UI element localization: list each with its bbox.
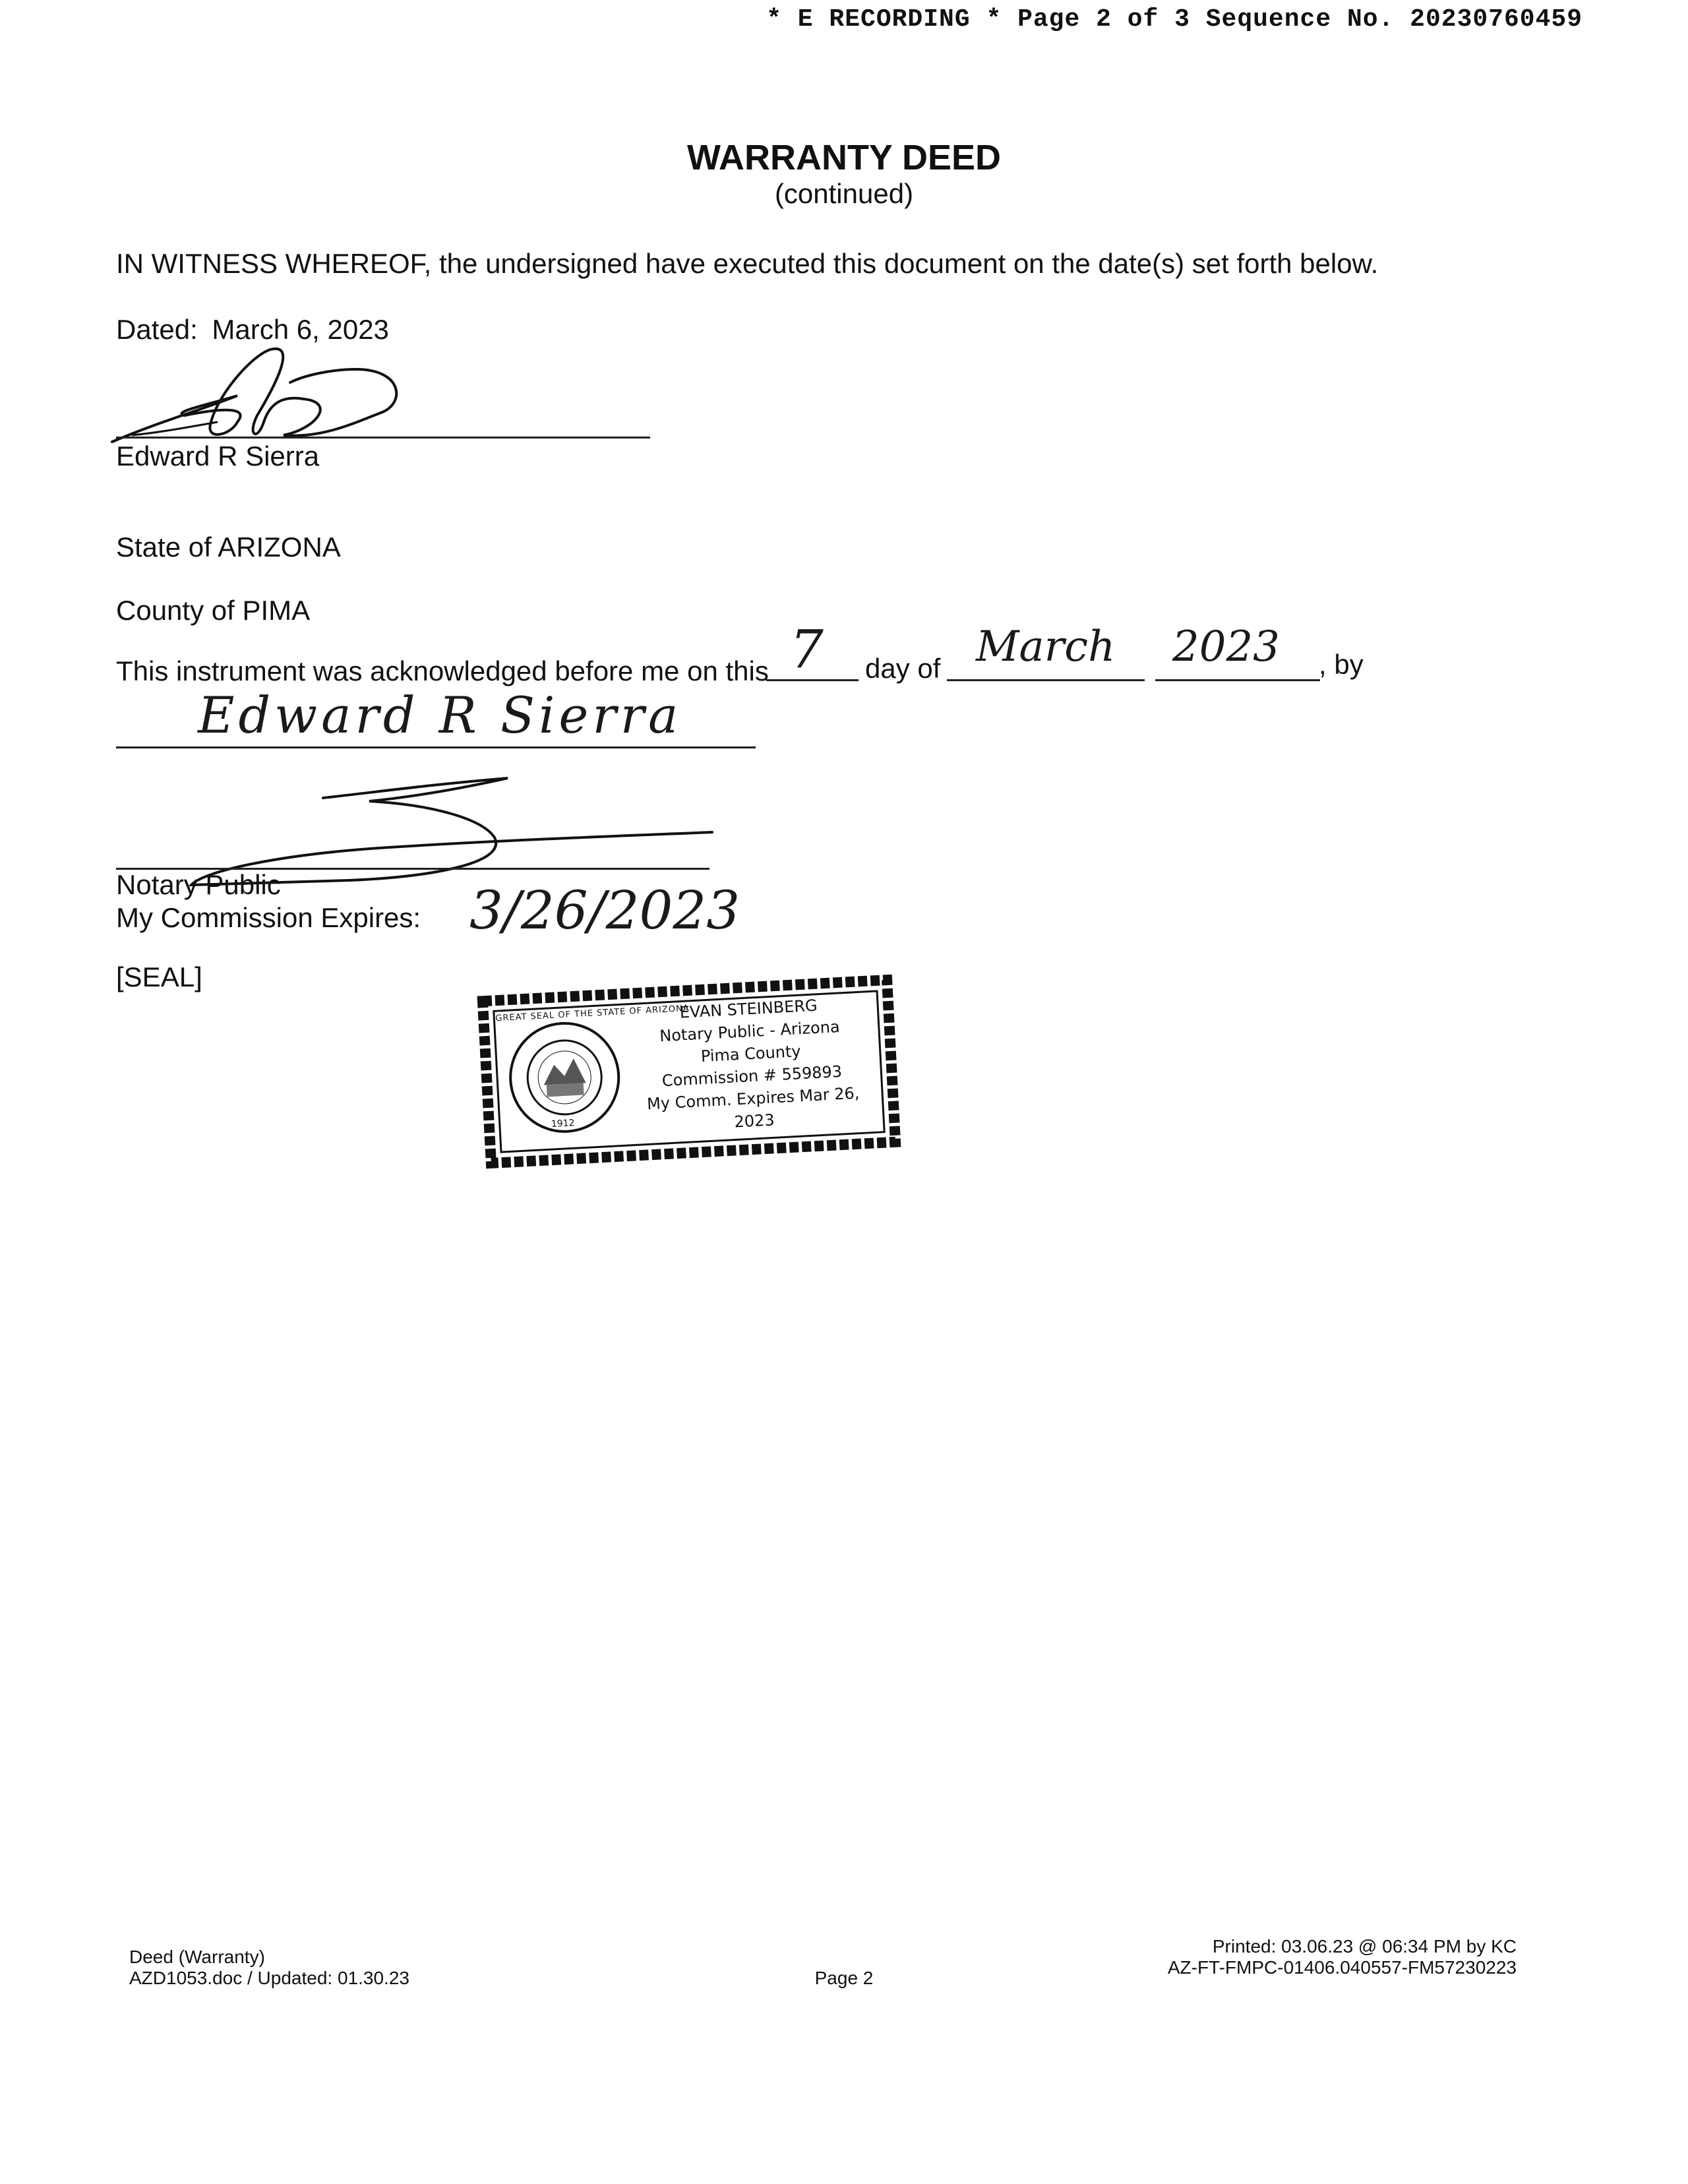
commission-expires-label: My Commission Expires: xyxy=(116,902,421,933)
footer-left xyxy=(129,1947,409,1989)
footer-right xyxy=(1068,1936,1517,1978)
stamp-notary-name: EVAN STEINBERG xyxy=(679,996,818,1022)
acknowledgment-day: 7 xyxy=(790,619,824,680)
acknowledgment-year: 2023 xyxy=(1172,622,1280,671)
stamp-text-block xyxy=(623,991,880,1139)
document-title: WARRANTY DEED xyxy=(686,138,1002,177)
recording-header: * E RECORDING * Page 2 of 3 Sequence No. 20230760459 xyxy=(766,5,1582,34)
county-line: County of PIMA xyxy=(116,595,311,626)
month-blank-line xyxy=(947,679,1145,681)
dated-label: Dated: xyxy=(116,314,198,345)
seal-year: 1912 xyxy=(551,1118,575,1130)
notary-public-label: Notary Public xyxy=(116,869,281,900)
dated-line xyxy=(116,314,389,346)
acknowledgment-text: This instrument was acknowledged before me on this xyxy=(116,655,769,686)
year-blank-line xyxy=(1155,679,1320,681)
document-subtitle: (continued) xyxy=(774,178,914,209)
commission-expires-value: 3/26/2023 xyxy=(469,880,740,941)
stamp-commission-number: Commission # 559893 xyxy=(661,1062,843,1091)
stamp-county: Pima County xyxy=(700,1042,802,1066)
seal-ring-text: GREAT SEAL OF THE STATE OF ARIZONA xyxy=(495,1003,690,1024)
witness-clause: IN WITNESS WHEREOF, the undersigned have executed this document on the date(s) set forth below. xyxy=(116,248,1379,279)
acknowledged-by-line xyxy=(116,746,756,748)
day-of-label: day of xyxy=(865,653,941,684)
stamp-notary-title: Notary Public - Arizona xyxy=(659,1017,841,1046)
footer-form-updated: AZD1053.doc / Updated: 01.30.23 xyxy=(129,1968,409,1988)
footer-printed: Printed: 03.06.23 @ 06:34 PM by KC xyxy=(1212,1936,1517,1957)
state-line: State of ARIZONA xyxy=(116,531,341,562)
acknowledged-by-name: Edward R Sierra xyxy=(198,686,682,744)
signer-name: Edward R Sierra xyxy=(116,440,320,471)
stamp-expiration: My Comm. Expires Mar 26, 2023 xyxy=(646,1083,860,1132)
footer-order-number: AZ-FT-FMPC-01406.040557-FM57230223 xyxy=(1167,1957,1517,1978)
seal-label: [SEAL] xyxy=(116,961,202,992)
notary-stamp xyxy=(477,975,901,1169)
footer-form-name: Deed (Warranty) xyxy=(129,1947,265,1967)
signature-line xyxy=(116,437,650,439)
dated-value: March 6, 2023 xyxy=(212,314,389,345)
footer-page-number: Page 2 xyxy=(814,1968,874,1988)
by-label: , by xyxy=(1319,649,1364,680)
acknowledgment-month: March xyxy=(976,622,1116,671)
